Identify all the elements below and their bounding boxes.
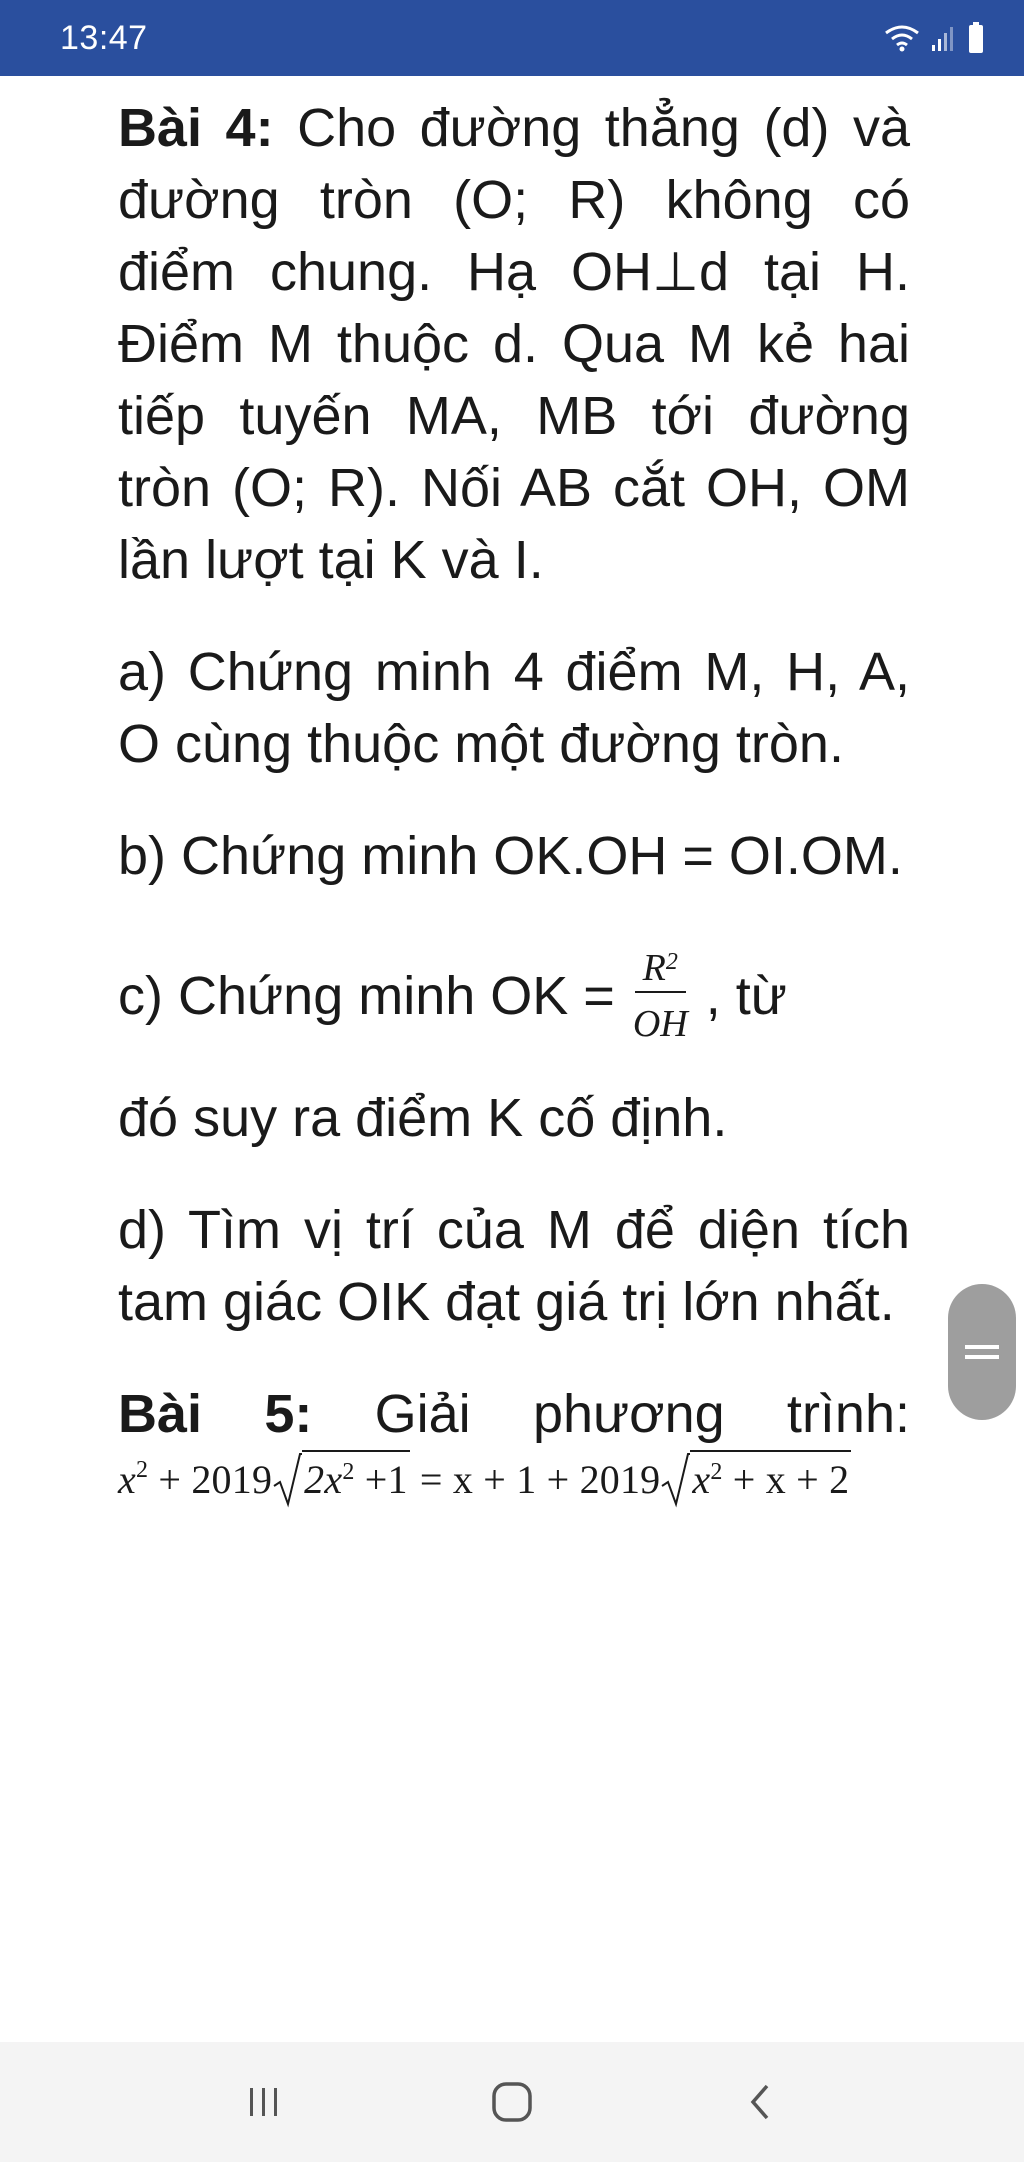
problem4-title: Bài 4: [118, 98, 274, 158]
wifi-icon [882, 23, 922, 53]
recent-apps-icon [244, 2084, 284, 2120]
part-d: d) Tìm vị trí của M để diện tích tam giác OIK đạt giá trị lớn nhất. [118, 1200, 910, 1332]
part-c-after: , từ [705, 966, 787, 1026]
status-time: 13:47 [60, 18, 148, 57]
scroll-handle[interactable] [948, 1284, 1016, 1420]
sqrt-term-2: $x^2 + x + 2$ [660, 1450, 851, 1508]
problem5-text: Giải phương trình: [374, 1384, 910, 1444]
part-a: a) Chứng minh 4 điểm M, H, A, O cùng thuộc một đường tròn. [118, 642, 910, 774]
signal-icon [932, 23, 958, 53]
navigation-bar [0, 2042, 1024, 2162]
part-b: b) Chứng minh OK.OH = OI.OM. [118, 826, 903, 886]
back-button[interactable] [720, 2062, 800, 2142]
problem4-text: Cho đường thẳng (d) và đường tròn (O; R) không có điểm chung. Hạ OH⊥d tại H. Điểm M thuộc d. Qua M kẻ hai tiếp tuyến MA, MB tới đường tròn (O; R). Nối AB cắt OH, OM lần lượt tại K và I. [118, 98, 910, 590]
status-icons [882, 22, 984, 54]
home-icon [490, 2080, 534, 2124]
equation: $x^2 + 2019$ $2x^2 +1 = x + 1 + 2019$ $x^2 + x + 2$ [118, 1450, 910, 1508]
recent-apps-button[interactable] [224, 2062, 304, 2142]
part-c-before: c) Chứng minh OK = [118, 966, 615, 1026]
back-icon [745, 2080, 775, 2124]
part-c-line1 [118, 930, 910, 1062]
fraction-denominator: OH [632, 1003, 688, 1045]
sqrt-term-1: $2x^2 +1$ [272, 1450, 410, 1508]
home-button[interactable] [472, 2062, 552, 2142]
battery-icon [968, 22, 984, 54]
fraction [625, 945, 696, 1047]
problem5-title: Bài 5: [118, 1384, 313, 1444]
problem5-intro [118, 1378, 910, 1450]
part-c-line2: đó suy ra điểm K cố định. [118, 1088, 728, 1148]
fraction-numerator: $R^2$ [635, 945, 686, 993]
problem4-intro [118, 92, 910, 596]
content-area [118, 92, 910, 1508]
status-bar [0, 0, 1024, 76]
grip-icon [965, 1345, 999, 1359]
